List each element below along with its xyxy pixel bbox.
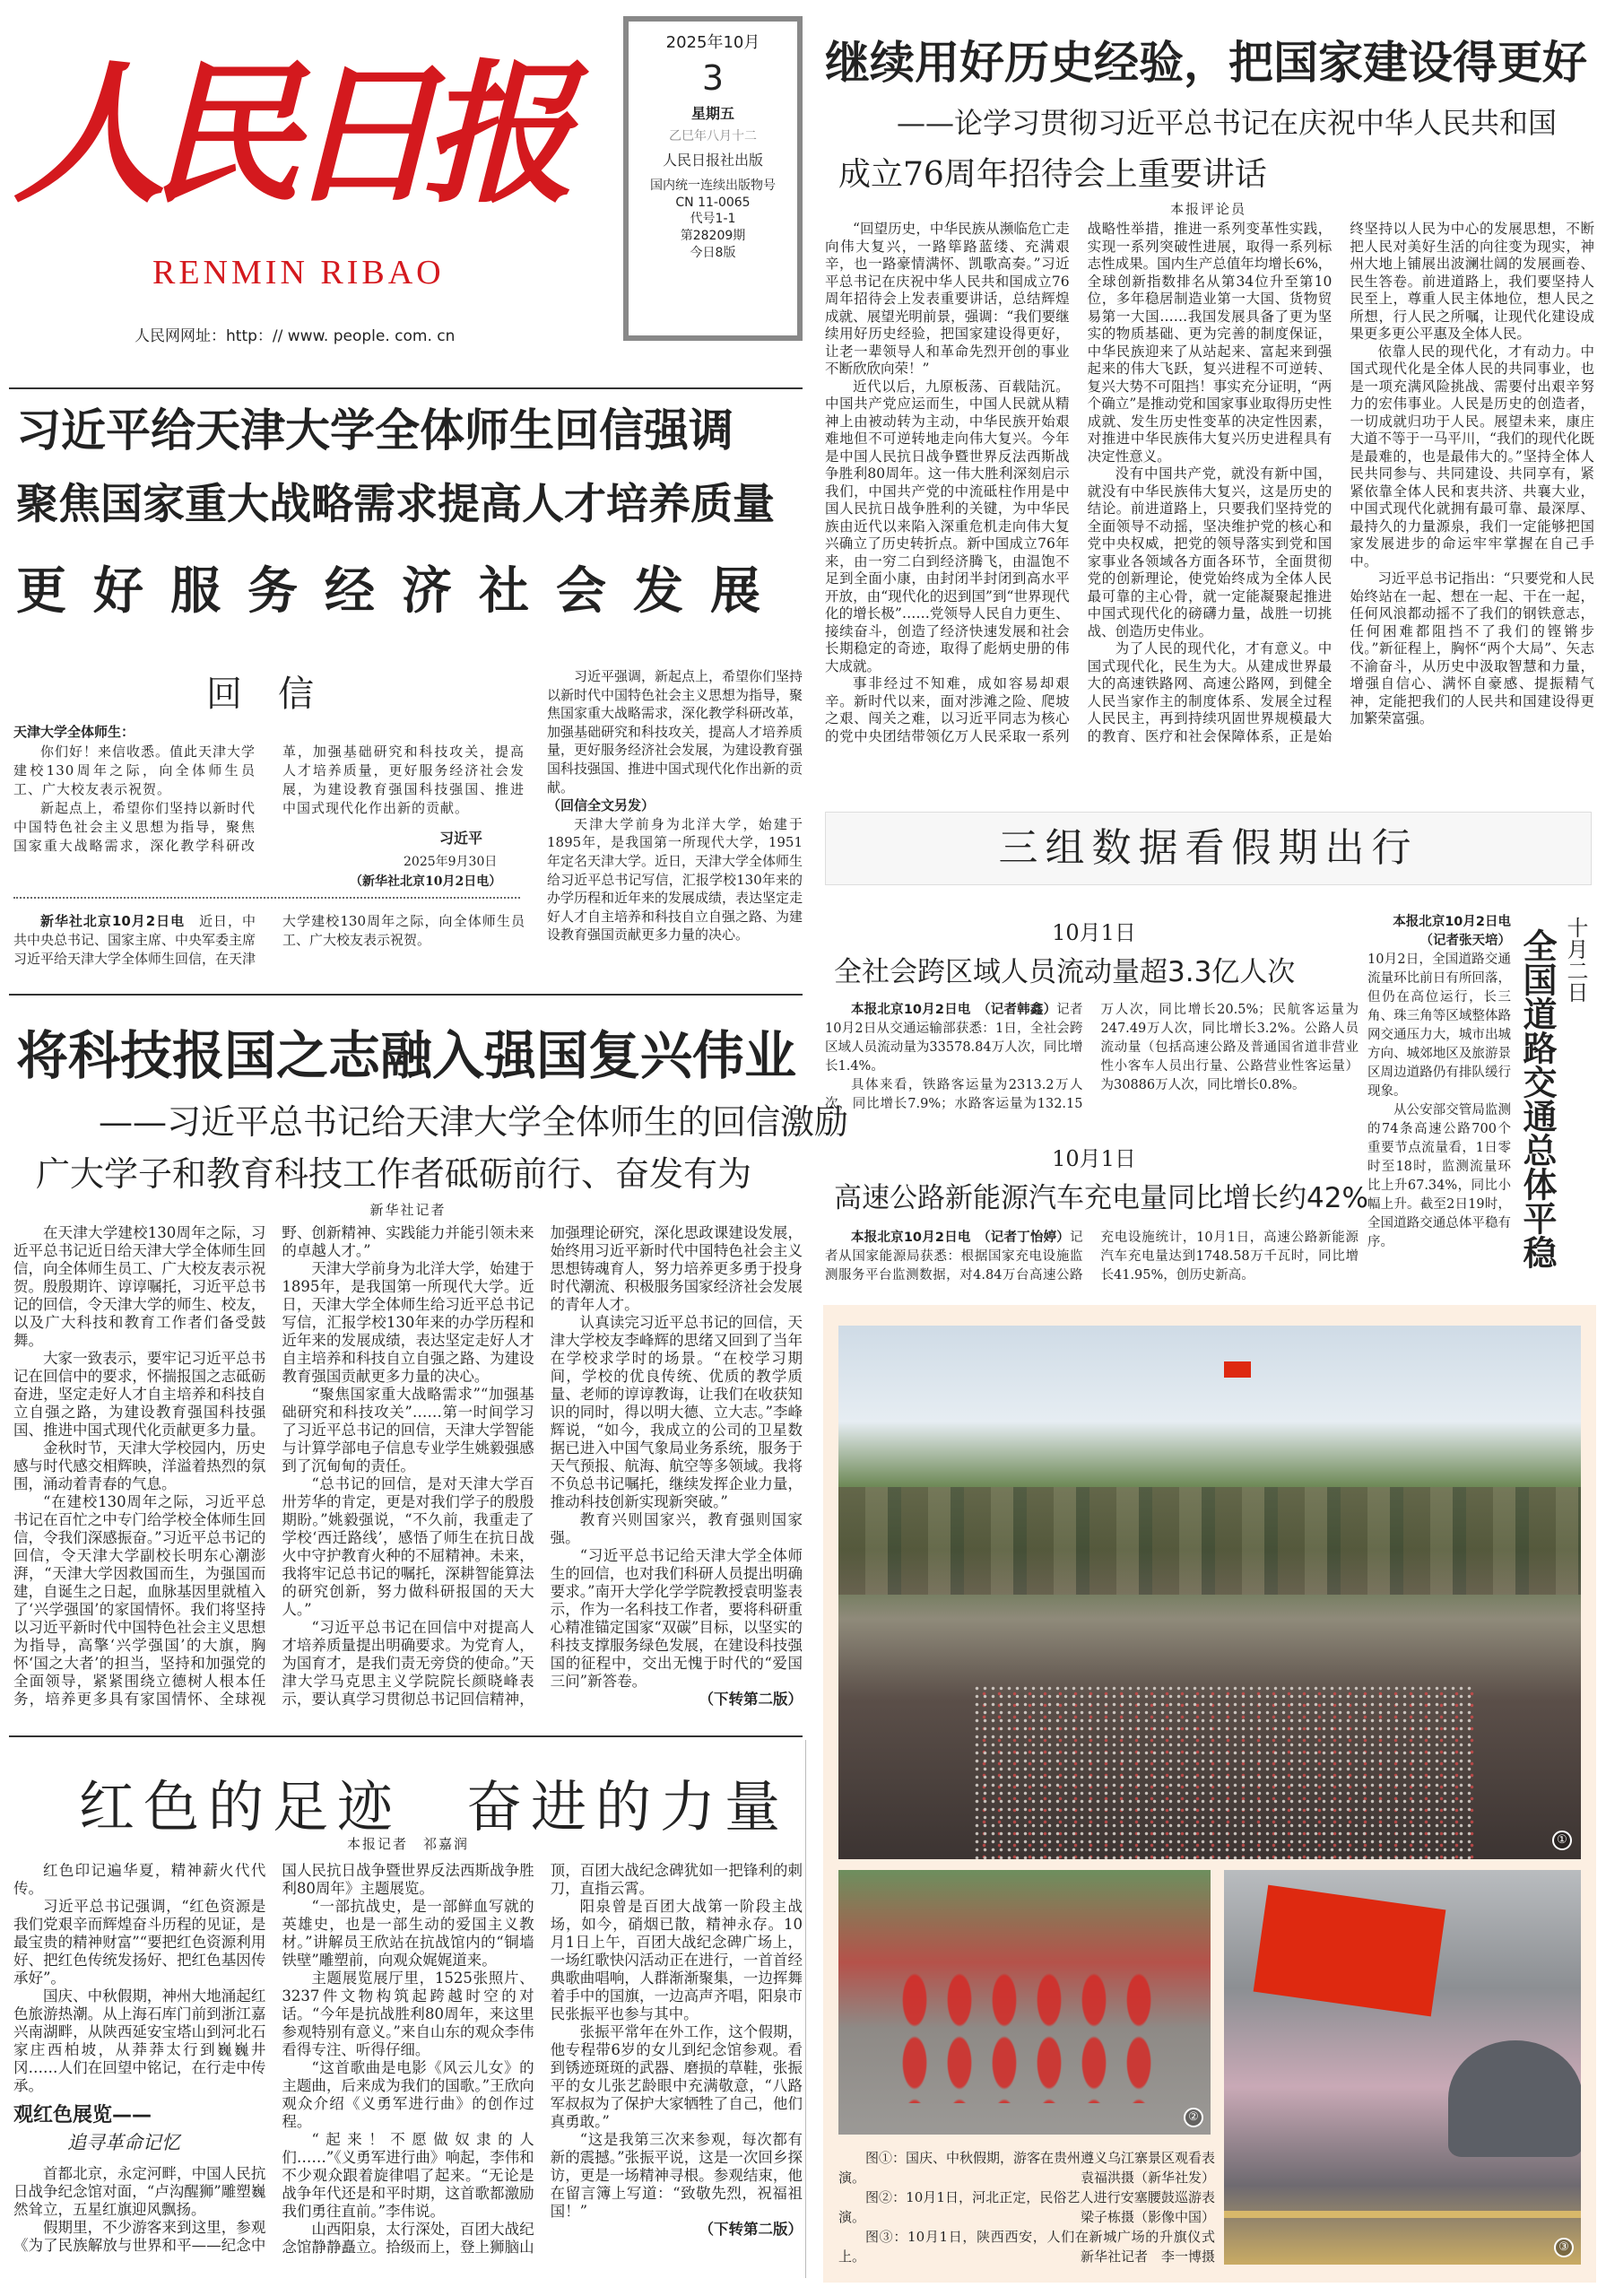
paragraph: 依靠人民的现代化，才有动力。中国式现代化是全体人民的共同事业，也是一项充满风险挑战、需要付出艰辛努力的宏伟事业。人民是历史的创造者，一切成就归功于人民。展望未来，康庄大道不等于一马平川，“我们的现代化既是最难的，也是最伟大的。”坚持全体人民共同参与、共同建设、共同享有，紧紧依靠全体人民和衷共济、共襄大业，中国式现代化就拥有最可靠、最深厚、最持久的力量源泉，我们一定能够把国家发展进步的命运牢牢掌握在自己手中。: [1350, 343, 1594, 570]
letter-salutation: 天津大学全体师生：: [13, 724, 135, 740]
letter-fulltext-note: （回信全文另发）: [547, 797, 655, 814]
stat1-body: [825, 1001, 1359, 1114]
stat1-dateline: 本报北京10月2日电 （记者韩鑫）: [851, 1003, 1057, 1017]
tech-byline: 新华社记者: [369, 1202, 447, 1218]
paragraph: 没有中国共产党，就没有新中国，就没有中华民族伟大复兴，这是历史的结论。前进道路上，只要我们坚持党的全面领导不动摇，坚决维护党的核心和党中央权威，把党的领导落实到党和国家事业各领域各方面各环节，全面贯彻党的创新理论，使党始终成为全体人民最可靠的主心骨，就一定能凝聚起推进中国式现代化的磅礴力量，战胜一切挑战、创造历史伟业。: [1087, 465, 1333, 639]
stat3-headline[interactable]: 全国道路交通总体平稳: [1517, 928, 1557, 1269]
paragraph: 习近平总书记指出：“只要党和人民始终站在一起、想在一起、干在一起，任何风浪都动摇不了我们的钢铁意志，任何困难都阻挡不了我们的铿锵步伐。”新征程上，胸怀“两个大局”、矢志不渝奋斗，从历史中汲取智慧和力量，增强自信心、满怀自豪感、提振精气神，定能把我们的人民共和国建设得更加繁荣富强。: [1350, 570, 1594, 726]
tech-continued[interactable]: （下转第二版）: [699, 1691, 803, 1708]
stat2-dateline: 本报北京10月2日电 （记者丁怡婷）: [851, 1231, 1070, 1245]
photo-caption: [838, 2227, 1215, 2266]
lead-headline-sub[interactable]: 更好服务经济社会发展: [16, 562, 787, 621]
photo-1-guizhou-scenic-area: [838, 1326, 1581, 1859]
publisher: 人民日报社出版: [662, 152, 763, 170]
paragraph: 教育兴则国家兴，教育强则国家强。: [550, 1511, 803, 1546]
stat3-body: [1367, 913, 1524, 1252]
editorial-body: [825, 221, 1594, 745]
paragraph: 金秋时节，天津大学校园内，历史感与时代感交相辉映，洋溢着热烈的氛围，涌动着青春的气息。: [13, 1439, 266, 1492]
editorial-headline[interactable]: 继续用好历史经验，把国家建设得更好: [825, 37, 1587, 89]
tech-body: [13, 1224, 803, 1709]
stat1-date: 10月1日: [1052, 920, 1136, 945]
lunar-date: 乙巳年八月十二: [669, 129, 757, 144]
caption-text: 图①：国庆、中秋假期，游客在贵州遵义乌江寨景区观看表演。: [838, 2150, 1216, 2186]
photo-2-waist-drum-performance: [838, 1870, 1211, 2135]
tech-subtitle: ——习近平总书记给天津大学全体师生的回信激励: [99, 1102, 849, 1142]
paragraph: “这首歌曲是电影《风云儿女》的主题曲，后来成为我们的国歌。”王欣向观众介绍《义勇军进行曲》的创作过程。: [282, 2059, 534, 2130]
lead-news-body: [13, 912, 525, 969]
red-continued[interactable]: （下转第二版）: [699, 2221, 803, 2238]
red-subhead-block: [13, 2102, 265, 2156]
paragraph: 新起点上，希望你们坚持以新时代中国特色社会主义思想为指导，聚焦国家重大战略需求，深化教学科研改革，加强基础研究和科技攻关，提高人才培养质量，更好服务经济社会发展，为建设教育强国科技强国、推进中国式现代化作出新的贡献。: [13, 744, 525, 854]
tech-paragraphs: [13, 1224, 803, 1709]
paragraph: “习近平总书记在回信中对提高人才培养质量提出明确要求。为党育人，为国育才，是我们责无旁贷的使命。”天津大学马克思主义学院院长颜晓峰表示，要认真学习贯彻总书记回信精神，加强理论研究，深化思政课建设发展，始终用习近平新时代中国特色社会主义思想铸魂育人，努力培养更多勇于投身时代潮流、积极服务国家经济社会发展的青年人才。: [282, 1224, 803, 1708]
paragraph: 阳泉曾是百团大战第一阶段主战场，如今，硝烟已散，精神永存。10月1日上午，百团大战纪念碑广场上，一场红歌快闪活动正在进行，一首首经典歌曲唱响，人群渐渐聚集，一边挥舞着手中的国旗，一边高声齐唱，阳泉市民张振平也参与其中。: [550, 1898, 803, 2022]
photo-badge: ①: [1552, 1831, 1572, 1850]
stat3-para: 10月2日，全国道路交通流量环比前日有所回落，但仍在高位运行，长三角、珠三角等区域整体路网交通压力大，城市出城方向、城郊地区及旅游景区周边道路仍有排队缓行现象。: [1367, 952, 1511, 1099]
letter-title: 回信: [206, 674, 350, 715]
paragraph: “一部抗战史，是一部鲜血写就的英雄史，也是一部生动的爱国主义教材。”讲解员王欣站在抗战馆内的“铜墙铁壁”雕塑前，向观众娓娓道来。: [282, 1898, 534, 1969]
paragraph: 习近平总书记强调，“红色资源是我们党艰辛而辉煌奋斗历程的见证，是最宝贵的精神财富”“要把红色资源利用好、把红色传统发扬好、把红色基因传承好”。: [13, 1898, 266, 1987]
tech-headline[interactable]: 将科技报国之志融入强国复兴伟业: [16, 1025, 797, 1086]
caption-text: 图②：10月1日，河北正定，民俗艺人进行安塞腰鼓巡游表演。: [838, 2189, 1215, 2225]
stat1-headline[interactable]: 全社会跨区域人员流动量超3.3亿人次: [834, 956, 1296, 988]
lead-dateline: 新华社北京10月2日电: [40, 913, 186, 929]
flag: [1224, 1361, 1251, 1378]
lead-news-text: 近日，中共中央总书记、国家主席、中央军委主席习近平给天津大学全体师生回信，在天津大学建校130周年之际，向全体师生员工、广大校友表示祝贺。: [13, 913, 525, 967]
paragraph: 红色印记遍华夏，精神薪火代代传。: [13, 1862, 266, 1897]
weekday: 星期五: [690, 104, 734, 122]
flag: [1254, 1885, 1446, 2017]
paragraph: 事非经过不知难，成如容易却艰辛。新时代以来，面对涉滩之险、爬坡之艰、闯关之难，以习近平同志为核心的党中央团结带领亿万人民采取一系列战略性举措，推进一系列变革性实践，实现一系列突破性进展，取得一系列标志性成果。国内生产总值年均增长6%，全球创新指数排名从第34位升至第10位，多年稳居制造业第一大国、货物贸易第一大国……我国发展具备了更为坚实的物质基础、更为完善的制度保证，中华民族迎来了从站起来、富起来到强起来的伟大飞跃，复兴进程不可逆转、复兴大势不可阻挡！事实充分证明，“两个确立”是推动党和国家事业取得历史性成就、发生历史性变革的决定性因素，对推进中华民族伟大复兴历史进程具有决定性意义。: [825, 221, 1333, 744]
date-day: 3: [701, 58, 725, 99]
photo-badge: ③: [1554, 2238, 1574, 2257]
serial-label: 国内统一连续出版物号: [650, 178, 776, 193]
stat2-headline[interactable]: 高速公路新能源汽车充电量同比增长约42%: [834, 1182, 1368, 1214]
paragraph: 山西阳泉，太行深处，百团大战纪念馆静静矗立。拾级而上，登上狮脑山顶，百团大战纪念碑犹如一把锋利的刺刀，直指云霄。: [282, 1862, 803, 2256]
red-byline: 本报记者 祁嘉润: [346, 1836, 469, 1852]
dotted-divider: [13, 897, 520, 899]
tech-subtitle-cont: 广大学子和教育科技工作者砥砺前行、奋发有为: [36, 1154, 752, 1194]
stat3-para: 从公安部交管局监测的74条高速公路700个重要节点流量看，1日零时至18时，监测流量环比上升67.34%，同比小幅上升。截至2日19时，全国道路交通总体平稳有序。: [1367, 1103, 1511, 1249]
issue-number: 第28209期: [680, 229, 746, 244]
paragraph: 认真读完习近平总书记的回信，天津大学校友李峰辉的思绪又回到了当年在学校求学时的场景。“在校学习期间，学校的优良传统、优质的教学质量、老师的谆谆教诲，让我们在收获知识的同时，得以明大德、立大志。”李峰辉说，“如今，我成立的公司的卫星数据已进入中国气象局业务系统，服务于天气预报、航海、航空等多领域。我将不负总书记嘱托，继续发挥企业力量，推动科技创新实现新突破。”: [550, 1314, 803, 1510]
red-body: [13, 1862, 803, 2257]
stat1-para: 具体来看，铁路客运量为2313.2万人次，同比增长7.9%；水路客运量为132.15万人次，同比增长20.5%；民航客运量为247.49万人次，同比增长3.2%。公路人员流动量（包括高速公路及普通国省道非营业性小客车人员出行量、公路营业性客运量）为30886万人次，同比增长0.8%。: [825, 1003, 1359, 1111]
website-url[interactable]: 人民网网址：http：// www. people. com. cn: [135, 327, 456, 345]
caption-text: 图③：10月1日，陕西西安，人们在新城广场的升旗仪式上。: [838, 2229, 1215, 2265]
paragraph: “起来！不愿做奴隶的人们……”《义勇军进行曲》响起，李伟和不少观众跟着旋律唱了起来。“无论是战争年代还是和平时期，这首歌都激励我们勇往直前。”李伟说。: [282, 2131, 534, 2220]
paragraph: 在天津大学建校130周年之际，习近平总书记近日给天津大学全体师生回信，向全体师生员工、广大校友表示祝贺。殷殷期许、谆谆嘱托，习近平总书记的回信，令天津大学的师生、校友，以及广大科技和教育工作者们备受鼓舞。: [13, 1224, 266, 1349]
paragraph: 假期里，不少游客来到这里，参观《为了民族解放与世界和平——纪念中国人民抗日战争暨世界反法西斯战争胜利80周年》主题展览。: [13, 1862, 534, 2254]
stat3-dateline: 本报北京10月2日电 （记者张天培）: [1393, 915, 1524, 948]
paragraph: 近代以后，九原板荡、百载陆沉。中国共产党应运而生，中国人民就从精神上由被动转为主动，中华民族开始艰难地但不可逆转地走向伟大复兴。今年是中国人民抗日战争暨世界反法西斯战争胜利80周年。这一伟大胜利深刻启示我们，中国共产党的中流砥柱作用是中国人民抗日战争胜利的关键，为中华民族由近代以来陷入深重危机走向伟大复兴确立了历史转折点。新中国成立76年来，由一穷二白到经济腾飞，由温饱不足到全面小康，由封闭半封闭到高水平开放，由“现代化的迟到国”到“世界现代化的增长极”……党领导人民自力更生、接续奋斗，创造了经济快速发展和社会长期稳定的奇迹，取得了彪炳史册的伟大成就。: [825, 378, 1070, 674]
red-subhead-2: 追寻革命记忆: [67, 2132, 180, 2153]
paragraph: 张振平常年在外工作，这个假期，他专程带6岁的女儿到纪念馆参观。看到锈迹斑斑的武器、磨损的草鞋，张振平的女儿张艺龄眼中充满敬意，“八路军叔叔为了保护大家牺牲了自己，他们真勇敢。”: [550, 2023, 803, 2130]
red-subhead: 观红色展览——: [13, 2104, 152, 2126]
lead-side-column: [547, 667, 803, 944]
red-intro: [13, 1862, 265, 2095]
caption-credit: 新华社记者 李一博摄: [1080, 2248, 1215, 2265]
stat2-date: 10月1日: [1052, 1146, 1136, 1171]
date-box: [623, 16, 803, 341]
paragraph: “聚焦国家重大战略需求”“加强基础研究和科技攻关”……第一时间学习了习近平总书记的回信，天津大学智能与计算学部电子信息专业学生姚毅强感到了沉甸甸的责任。: [282, 1386, 534, 1474]
travel-box-title[interactable]: 三组数据看假期出行: [825, 812, 1592, 885]
vertical-divider: [805, 1740, 806, 2278]
editorial-subtitle-cont: 成立76周年招待会上重要讲话: [838, 156, 1267, 193]
stat2-body: [825, 1229, 1359, 1285]
paragraph: “习近平总书记给天津大学全体师生的回信，也对我们科研人员提出明确要求。”南开大学化学学院教授袁明鉴表示，作为一名科技工作者，要将科研重心精准锚定国家“双碳”目标，以坚实的科技支撑服务绿色发展，在建设科技强国的征程中，交出无愧于时代的“爱国三问”新答卷。: [550, 1547, 803, 1690]
paragraph: 天津大学前身为北洋大学，始建于1895年，是我国第一所现代大学。近日，天津大学全体师生给习近平总书记写信，汇报学校130年来的办学历程和近年来的发展成绩，表达坚定走好人才自主培养和科技自立自强之路、为建设教育强国贡献更多力量的决心。: [282, 1260, 534, 1385]
letter-date: 2025年9月30日: [404, 855, 498, 869]
paragraph: “回望历史，中华民族从濒临危亡走向伟大复兴，一路筚路蓝缕、充满艰辛，也一路豪情满怀、凯歌高奏。”习近平总书记在庆祝中华人民共和国成立76周年招待会上发表重要讲话，总结辉煌成就、展望光明前景，强调：“我们要继续用好历史经验，把国家建设得更好，让老一辈领导人和革命先烈开创的事业不断欣欣向荣！”: [825, 221, 1070, 377]
paragraph: 首都北京，永定河畔，中国人民抗日战争纪念馆对面，“卢沟醒狮”雕塑巍然耸立，五星红旗迎风飘扬。: [13, 2165, 266, 2218]
paragraph: 主题展览展厅里，1525张照片、3237件文物构筑起跨越时空的对话。“今年是抗战胜利80周年，来这里参观特别有意义。”来自山东的观众李伟看得专注、听得仔细。: [282, 1970, 534, 2058]
paragraph: 国庆、中秋假期，神州大地涌起红色旅游热潮。从上海石库门前到浙江嘉兴南湖畔，从陕西延安宝塔山到河北石家庄西柏坡，从莽莽太行到巍巍井冈……人们在回望中铭记，在行走中传承。: [13, 1987, 266, 2094]
lead-side-para: 天津大学前身为北洋大学，始建于1895年，是我国第一所现代大学，1951年定名天津大学。近日，天津大学全体师生给习近平总书记写信，汇报学校130年来的办学历程和近年来的发展成绩，表达坚定走好人才自主培养和科技自立自强之路、为建设教育强国贡献更多力量的决心。: [547, 815, 803, 944]
cn-number: CN 11-0065: [675, 195, 751, 210]
page-count: 今日8版: [690, 246, 736, 261]
red-headline[interactable]: 红色的足迹 奋进的力量: [79, 1774, 790, 1839]
lead-headline-main[interactable]: 聚焦国家重大战略需求提高人才培养质量: [16, 480, 775, 529]
masthead-logo: 人民日报: [13, 45, 560, 224]
photo-caption: [838, 2148, 1215, 2187]
masthead-pinyin: RENMIN RIBAO: [152, 254, 445, 291]
editorial-subtitle: ——论学习贯彻习近平总书记在庆祝中华人民共和国: [897, 106, 1558, 140]
paragraph: 大家一致表示，要牢记习近平总书记在回信中的要求，怀揣报国之志砥砺奋进，坚定走好人才自主培养和科技自立自强之路，为建设教育强国科技强国、推进中国式现代化贡献更多力量。: [13, 1350, 266, 1439]
photo-badge: ②: [1184, 2108, 1203, 2127]
caption-credit: 袁福洪摄（新华社发）: [1080, 2170, 1215, 2186]
caption-credit: 梁子栋摄（影像中国）: [1080, 2209, 1215, 2225]
date-year-month: 2025年10月: [665, 33, 760, 52]
editorial-byline: 本报评论员: [1169, 201, 1246, 217]
divider: [9, 994, 803, 996]
divider: [9, 387, 803, 389]
lead-side-para: 习近平强调，新起点上，希望你们坚持以新时代中国特色社会主义思想为指导，聚焦国家重大战略需求，深化教学科研改革，加强基础研究和科技攻关，提高人才培养质量，更好服务经济社会发展，为建设教育强国科技强国、推进中国式现代化作出新的贡献。: [547, 668, 803, 796]
paragraph: “总书记的回信，是对天津大学百卅芳华的肯定，更是对我们学子的殷殷期盼。”姚毅强说，“不久前，我重走了学校‘西迁路线’，感悟了师生在抗日战火中守护教育火种的不屈精神。未来，我将牢记总书记的嘱托，深耕智能算法的研究创新，努力做科研报国的天大人。”: [282, 1475, 534, 1618]
stat3-date: 十月二日: [1563, 917, 1588, 1003]
letter-source: （新华社北京10月2日电）: [350, 874, 502, 889]
photo-3-flag-raising-crowd: [1224, 1870, 1581, 2265]
photo-caption: [838, 2187, 1215, 2227]
stat1-para: 记者10月2日从交通运输部获悉：1日，全社会跨区域人员流动量为33578.84万人次，同比增长1.4%。: [825, 1003, 1083, 1074]
paragraph: “这是我第三次来参观，每次都有新的震撼。”张振平说，这是一次回乡探访，更是一场精神寻根。参观结束，他在留言簿上写道：“致敬先烈，祝福祖国！”: [550, 2131, 803, 2220]
divider: [9, 1735, 803, 1737]
code: 代号1-1: [690, 212, 736, 227]
lead-headline-kicker[interactable]: 习近平给天津大学全体师生回信强调: [16, 404, 734, 457]
paragraph: 你们好！来信收悉。值此天津大学建校130周年之际，向全体师生员工、广大校友表示祝贺。: [13, 744, 256, 797]
photo-captions: [838, 2148, 1215, 2266]
letter-signature: 习近平: [439, 830, 483, 847]
paragraph: 为了人民的现代化，才有意义。中国式现代化，民生为大。从建成世界最大的高速铁路网、高速公路网，到健全人民当家作主的制度体系、发展全过程人民民主，再到持续巩固世界规模最大的教育、医疗和社会保障体系，正是始终坚持以人民为中心的发展思想，不断把人民对美好生活的向往变为现实，神州大地上铺展出波澜壮阔的发展画卷、民生答卷。前进道路上，我们要坚持人民至上，尊重人民主体地位，想人民之所想，行人民之所嘱，让现代化建设成果更多更公平惠及全体人民。: [1087, 221, 1594, 744]
stat2-para: 记者从国家能源局获悉：根据国家充电设施监测服务平台监测数据，对4.84万台高速公路充电设施统计，10月1日，高速公路新能源汽车充电量达到1748.58万千瓦时，同比增长41.95%，创历史新高。: [825, 1231, 1359, 1283]
paragraph: “在建校130周年之际，习近平总书记在百忙之中专门给学校全体师生回信，令我们深感振奋。”习近平总书记的回信，令天津大学副校长明东心潮澎湃，“天津大学因救国而生，为强国而建，自诞生之日起，血脉基因里就植入了‘兴学强国’的家国情怀。我们将坚持以习近平新时代中国特色社会主义思想为指导，高擎‘兴学强国’的大旗，胸怀‘国之大者’的担当，坚持和加强党的全面领导，紧紧围绕立德树人根本任务，培养更多具有家国情怀、全球视野、创新精神、实践能力并能引领未来的卓越人才。”: [13, 1224, 534, 1708]
